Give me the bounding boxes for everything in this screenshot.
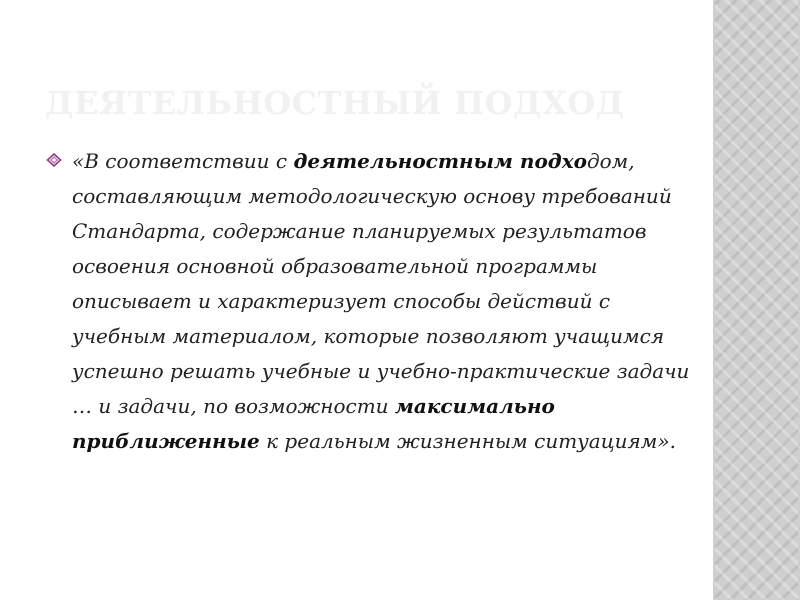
diamond-bullet-icon bbox=[46, 153, 62, 167]
body-segment-bold: максимально приближенные bbox=[72, 394, 555, 453]
slide-body-text bbox=[72, 144, 702, 459]
side-decorative-band bbox=[713, 0, 800, 600]
body-segment: «В соответствии с bbox=[72, 149, 294, 173]
body-segment-bold: деятельностным подхо bbox=[293, 149, 587, 173]
body-segment: к реальным жизненным ситуациям». bbox=[259, 429, 676, 453]
body-segment: дом, составляющим методологическую основу требований Стандарта, содержание планируемых результатов освоения основной образовательной программы описывает и характеризует способы действий с учебным материалом, которые позволяют учащимся успешно решать учебные и учебно-практические задачи … и задачи, по возможности bbox=[72, 149, 690, 418]
slide-title: ДЕЯТЕЛЬНОСТНЫЙ ПОДХОД bbox=[45, 84, 625, 122]
